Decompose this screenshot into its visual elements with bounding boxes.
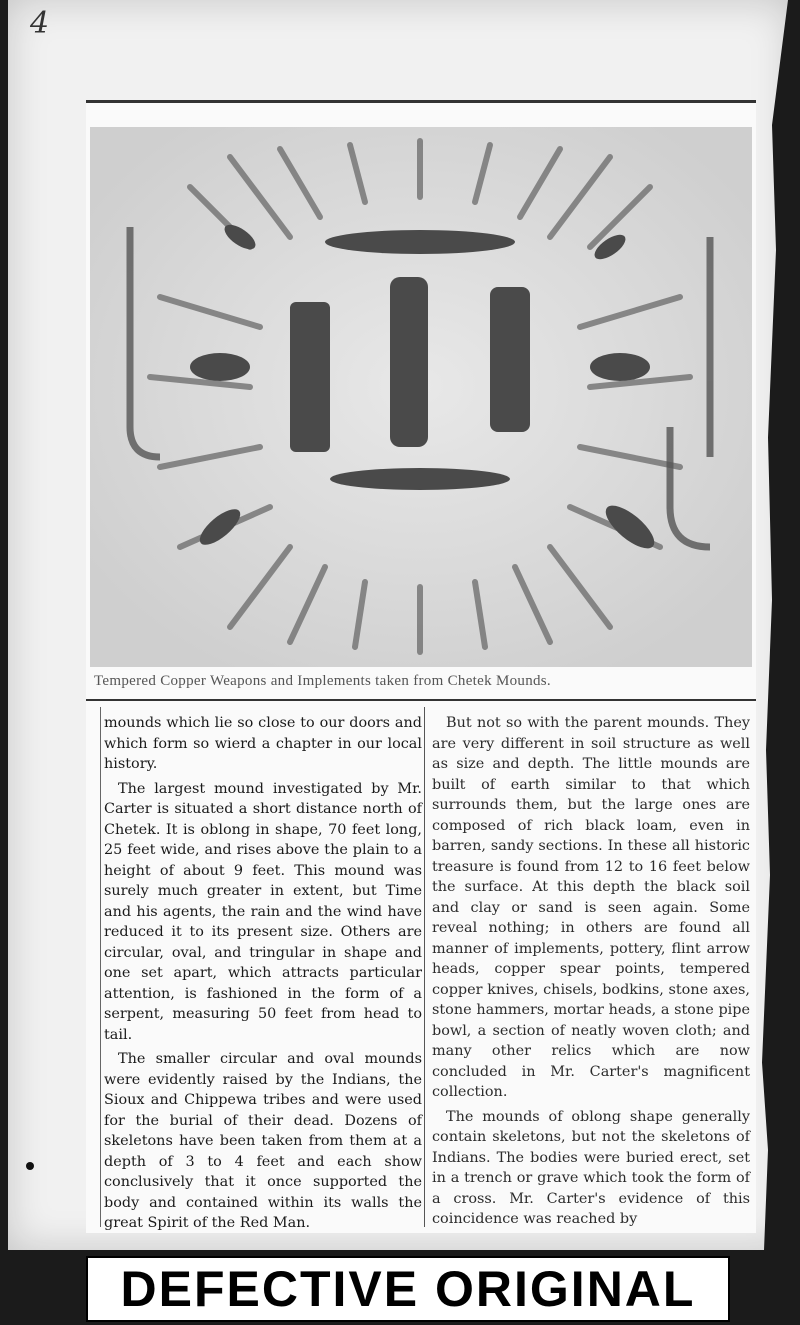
page-number: 4: [30, 6, 50, 41]
caption-rule: [86, 699, 756, 701]
stamp-text: DEFECTIVE ORIGINAL: [120, 1261, 696, 1317]
column-rule-left: [100, 707, 101, 1227]
paragraph: The smaller circular and oval mounds were evidently raised by the Indians, the Sioux and Chippewa tribes and were used for the burial of their dead. Dozens of skeletons have been taken from them at a depth of 3 to 4 feet and each show conclusively that it once supported the body and contained within its walls the great Spirit of the Red Man.: [104, 1051, 422, 1231]
article-column-right: [432, 713, 750, 1234]
column-divider: [424, 707, 425, 1227]
ink-spot: [26, 1162, 34, 1170]
copper-weapons-engraving: [90, 127, 752, 667]
figure-caption: Tempered Copper Weapons and Implements taken from Chetek Mounds.: [94, 673, 551, 689]
paragraph: The largest mound investigated by Mr. Carter is situated a short distance north of Chetek. It is oblong in shape, 70 feet long, 25 feet wide, and rises above the plain to a height of about 9 feet. This mound was surely much greater in extent, but Time and his agents, the rain and the wind have reduced it to its present size. Others are circular, oval, and tringular in shape and one set apart, which attracts particular attention, is fashioned in the form of a serpent, measuring 50 feet from head to tail.: [104, 780, 422, 1043]
paragraph: The mounds of oblong shape generally contain skeletons, but not the skeletons of Indians. The bodies were buried erect, set in a trench or grave which took the form of a cross. Mr. Carter's evidence of this coincidence was reached by: [432, 1108, 750, 1227]
paragraph: mounds which lie so close to our doors and which form so wierd a chapter in our local history.: [104, 715, 422, 772]
article-column-left: [104, 713, 422, 1238]
paragraph: But not so with the parent mounds. They are very different in soil structure as well as size and depth. The little mounds are built of earth similar to that which surrounds them, but the large ones are composed of rich black loam, even in barren, sandy sections. In these all historic treasure is found from 12 to 16 feet below the surface. At this depth the black soil and clay or sand is seen again. Some reveal nothing; in others are found all manner of implements, pottery, flint arrow heads, copper spear points, tempered copper knives, chisels, bodkins, stone axes, stone hammers, mortar heads, a stone pipe bowl, a section of neatly woven cloth; and many other relics which are now concluded in Mr. Carter's magnificent collection.: [432, 715, 750, 1100]
artifact-illustration: [90, 127, 752, 667]
newspaper-clipping: [86, 100, 756, 1233]
defective-original-stamp: [86, 1256, 730, 1322]
